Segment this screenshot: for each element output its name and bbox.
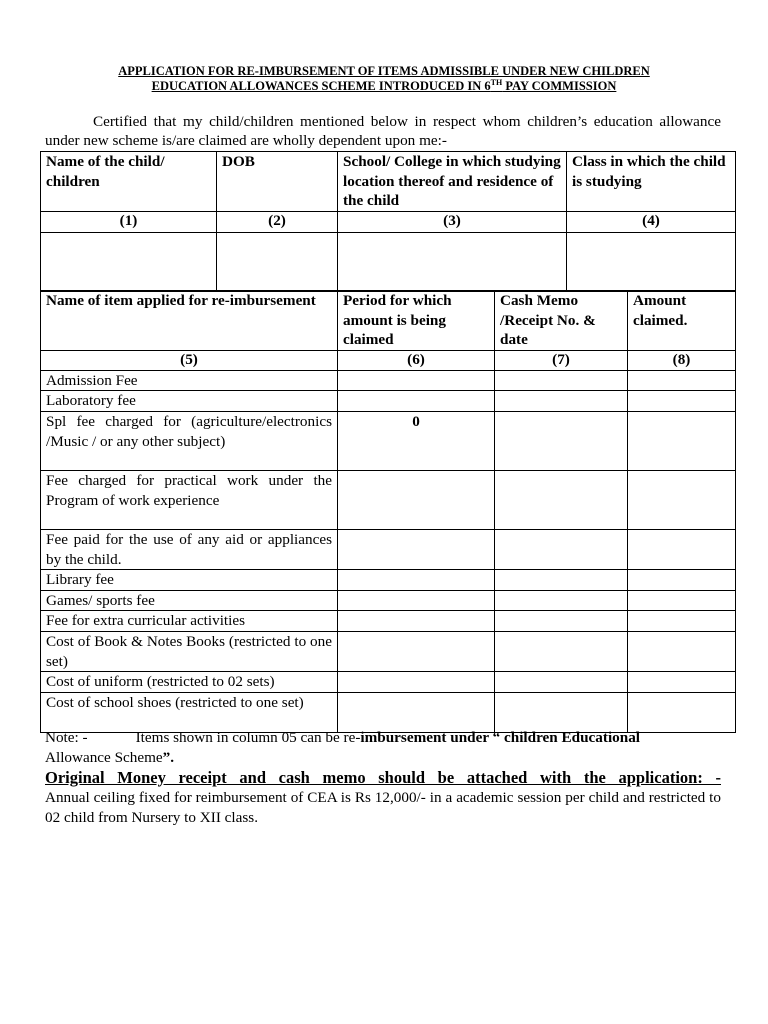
children-details-table [40,151,736,292]
item-practical-work-fee [41,470,338,529]
period-cell[interactable] [338,692,495,732]
certification-statement: Certified that my child/children mentioned below in respect whom children’s education allowance under new scheme is/are claimed are wholly dependent upon me:- [45,113,721,149]
item-aid-appliances-fee: Fee paid for the use of any aid or appliances by the child. [41,529,338,569]
item-special-fee: Spl fee charged for (agriculture/electronics /Music / or any other subject) [41,411,338,470]
period-cell[interactable] [338,672,495,693]
column-number-7: (7) [495,350,628,370]
reimbursement-items-table [40,290,736,733]
note-text-bold: imbursement under “ children Educational [360,729,641,746]
table-row [41,470,736,529]
item-uniform-cost: Cost of uniform (restricted to 02 sets) [41,672,338,693]
form-title-superscript: TH [490,77,503,87]
header-class: Class in which the child is studying [567,152,736,212]
item-books-cost: Cost of Book & Notes Books (restricted to one set) [41,631,338,671]
note-label: Note: - [45,729,88,746]
amount-cell[interactable] [628,692,736,732]
form-title-line-2-end: PAY COMMISSION [502,79,617,93]
amount-cell[interactable] [628,590,736,611]
table-row [41,391,736,412]
column-number-1: (1) [41,211,217,232]
amount-cell[interactable] [628,529,736,569]
table-row [41,529,736,569]
item-extra-curricular-fee: Fee for extra curricular activities [41,611,338,632]
amount-cell[interactable] [628,470,736,529]
table-row [41,672,736,693]
header-item-name: Name of item applied for re-imbursement [41,291,338,351]
note-paragraph [45,728,721,768]
table-row [41,611,736,632]
receipt-cell[interactable] [495,590,628,611]
form-title-line-2-text: EDUCATION ALLOWANCES SCHEME INTRODUCED IN 6 [151,79,491,93]
column-number-6: (6) [338,350,495,370]
child-name-entry[interactable] [41,232,217,291]
column-number-5: (5) [41,350,338,370]
school-entry[interactable] [338,232,567,291]
amount-cell[interactable] [628,611,736,632]
table-row [41,570,736,591]
form-title-line-1: APPLICATION FOR RE-IMBURSEMENT OF ITEMS ADMISSIBLE UNDER NEW CHILDREN [118,64,650,78]
receipt-cell[interactable] [495,370,628,391]
receipt-cell[interactable] [495,570,628,591]
table-row [41,411,736,470]
period-cell[interactable] [338,631,495,671]
form-title-line-2 [40,79,728,94]
form-title [40,64,728,94]
children-table-header-row [41,152,736,212]
items-table-number-row [41,350,736,370]
original-receipt-instruction: Original Money receipt and cash memo should be attached with the application: - [45,768,721,787]
table-row [41,590,736,611]
item-practical-work-line-1: Fee charged for practical work under the [46,471,332,489]
header-school: School/ College in which studying location thereof and residence of the child [338,152,567,212]
period-cell[interactable] [338,611,495,632]
period-cell[interactable] [338,570,495,591]
amount-cell[interactable] [628,570,736,591]
receipt-cell[interactable] [495,391,628,412]
note-line-2: Allowance Scheme [45,749,163,766]
receipt-cell[interactable] [495,470,628,529]
period-cell[interactable] [338,590,495,611]
period-cell[interactable] [338,470,495,529]
period-cell[interactable] [338,529,495,569]
column-number-4: (4) [567,211,736,232]
period-cell[interactable] [338,391,495,412]
receipt-cell[interactable] [495,611,628,632]
table-row [41,370,736,391]
receipt-cell[interactable] [495,529,628,569]
receipt-cell[interactable] [495,631,628,671]
item-laboratory-fee: Laboratory fee [41,391,338,412]
item-admission-fee: Admission Fee [41,370,338,391]
column-number-8: (8) [628,350,736,370]
column-number-3: (3) [338,211,567,232]
amount-cell[interactable] [628,672,736,693]
table-row [41,631,736,671]
item-library-fee: Library fee [41,570,338,591]
annual-ceiling-note: Annual ceiling fixed for reimbursement of CEA is Rs 12,000/- in a academic session per child and restricted to 02 child from Nursery to XII class. [45,789,721,826]
item-school-shoes-cost: Cost of school shoes (restricted to one set) [41,692,338,732]
amount-cell[interactable] [628,631,736,671]
children-entry-row [41,232,736,291]
amount-cell[interactable] [628,391,736,412]
dob-entry[interactable] [217,232,338,291]
amount-cell[interactable] [628,370,736,391]
receipt-cell[interactable] [495,692,628,732]
header-amount: Amount claimed. [628,291,736,351]
items-table-header-row [41,291,736,351]
receipt-cell[interactable] [495,411,628,470]
column-number-2: (2) [217,211,338,232]
header-dob: DOB [217,152,338,212]
item-games-sports-fee: Games/ sports fee [41,590,338,611]
amount-cell[interactable] [628,411,736,470]
header-period: Period for which amount is being claimed [338,291,495,351]
header-child-name: Name of the child/ children [41,152,217,212]
receipt-cell[interactable] [495,672,628,693]
class-entry[interactable] [567,232,736,291]
children-table-number-row [41,211,736,232]
period-zero-value[interactable]: 0 [338,411,495,470]
header-cash-memo: Cash Memo /Receipt No. & date [495,291,628,351]
note-line-2-bold: ”. [162,749,175,766]
table-row [41,692,736,732]
item-practical-work-line-2: Program of work experience [46,491,220,509]
note-text: Items shown in column 05 can be re- [135,729,361,746]
period-cell[interactable] [338,370,495,391]
